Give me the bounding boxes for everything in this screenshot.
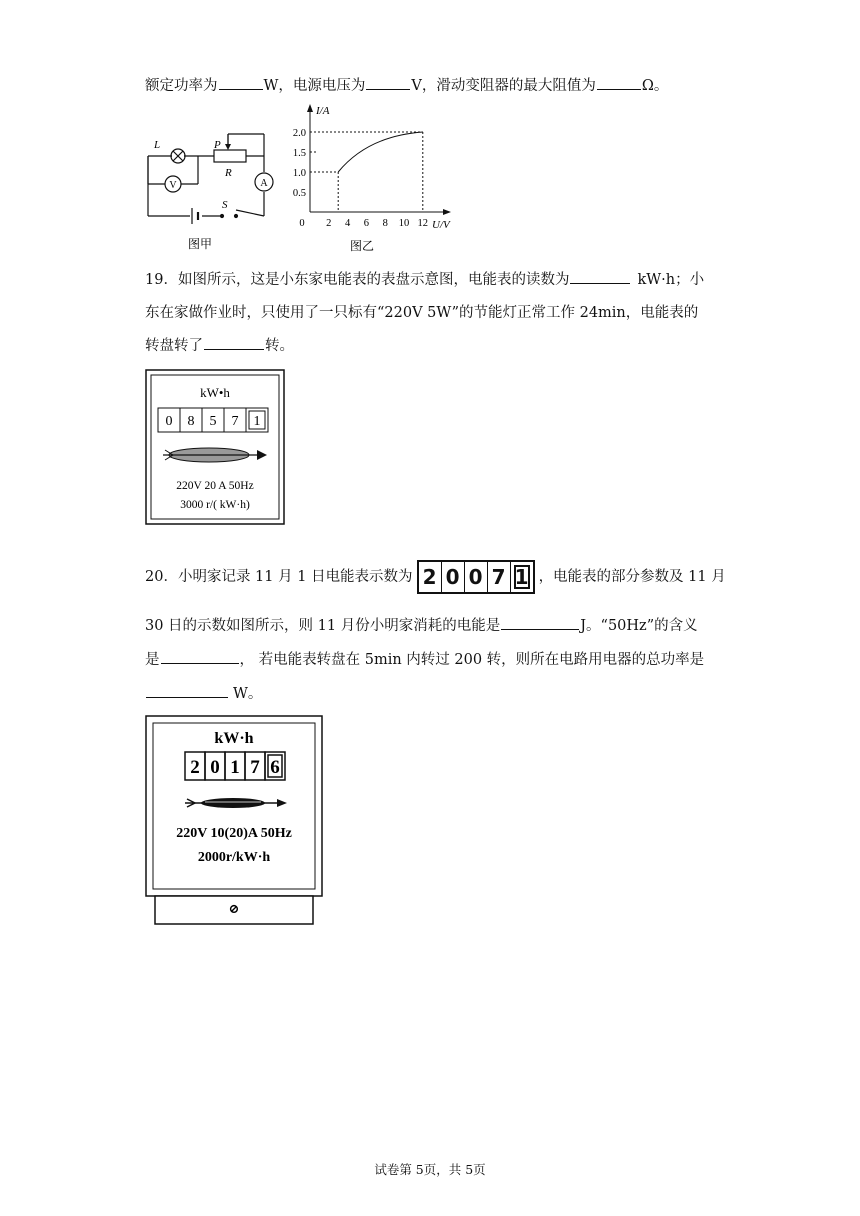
voltmeter-label: V [169, 180, 177, 191]
recorded-digit: 1 [511, 562, 533, 592]
q18-text-d: Ω。 [641, 78, 669, 94]
q19-text-d: 转盘转了 [145, 338, 203, 354]
meter-digit: 0 [165, 414, 173, 430]
resistor-label: R [225, 167, 232, 179]
x-tick-label: 12 [417, 218, 429, 229]
lamp-label: L [154, 139, 161, 151]
x-tick-label: 2 [326, 218, 332, 229]
recorded-reading-digits [417, 560, 535, 594]
q20-line2 [145, 614, 698, 635]
x-tick-label: 10 [398, 218, 410, 229]
q18-line [145, 74, 668, 95]
graph-caption: 图乙 [350, 239, 375, 253]
q20-text-d: J。“50Hz”的含义 [580, 618, 698, 634]
voltmeter-symbol [165, 176, 181, 192]
iu-curve [338, 132, 423, 172]
answer-blank[interactable] [204, 335, 264, 350]
terminal-screw-icon: ⊘ [228, 900, 240, 916]
q18-text-a: 额定功率为 [145, 78, 218, 94]
q20-line3 [145, 648, 704, 669]
meter1-unit: kW•h [200, 385, 230, 400]
recorded-digit: 0 [465, 562, 488, 592]
q20-text-a: 20．小明家记录 11 月 1 日电能表示数为 [145, 569, 413, 585]
slider-label: P [214, 139, 221, 151]
x-tick-label: 6 [363, 218, 370, 229]
y-tick-label: 1.5 [292, 148, 306, 159]
q20-text-g: W。 [233, 686, 263, 702]
circuit-caption: 图甲 [188, 237, 213, 251]
q20-text-e: 是 [145, 652, 160, 668]
meter2-unit: kW·h [214, 730, 254, 747]
meter-digit: 2 [190, 756, 200, 778]
iu-graph [282, 100, 462, 260]
x-axis-label: U/V [432, 219, 450, 231]
meter-digit: 5 [209, 414, 217, 430]
q19-text-a: 19．如图所示，这是小东家电能表的表盘示意图，电能表的读数为 [145, 272, 570, 288]
meter-digit: 8 [187, 414, 195, 430]
q20-text-b: ，电能表的部分参数及 11 月 [538, 569, 726, 585]
recorded-digit: 0 [442, 562, 465, 592]
y-tick-label: 2.0 [292, 128, 306, 139]
answer-blank[interactable] [597, 75, 641, 90]
q18-text-b: W，电源电压为 [263, 78, 366, 94]
meter1-spec1: 220V 20 A 50Hz [176, 480, 254, 492]
meter-digit: 6 [270, 756, 280, 778]
circuit-diagram [140, 126, 290, 256]
q20-text-c: 30 日的示数如图所示，则 11 月份小明家消耗的电能是 [145, 618, 501, 634]
recorded-digit: 7 [488, 562, 511, 592]
q20-line1 [145, 560, 726, 594]
page-footer: 试卷第 5页，共 5页 [374, 1162, 486, 1177]
y-axis-label: I/A [316, 105, 330, 117]
meter-digit: 1 [253, 414, 261, 430]
meter-digit: 1 [230, 756, 240, 778]
electric-meter-2 [145, 715, 323, 927]
answer-blank[interactable] [161, 649, 239, 664]
q20-line4 [145, 682, 262, 703]
electric-meter-1 [145, 369, 285, 525]
q19-text-c: 东在家做作业时，只使用了一只标有“220V 5W”的节能灯正常工作 24min，电能表的 [145, 305, 699, 321]
x-tick-label: 4 [344, 218, 351, 229]
meter-digit: 7 [231, 414, 239, 430]
meter1-spec2: 3000 r/( kW·h) [180, 499, 250, 511]
answer-blank[interactable] [570, 269, 630, 284]
recorded-digit: 2 [419, 562, 442, 592]
x-tick-label: 8 [382, 218, 388, 229]
q19-line1 [145, 268, 704, 289]
answer-blank[interactable] [366, 75, 410, 90]
ammeter-label: A [260, 178, 268, 189]
q19-text-e: 转。 [265, 338, 294, 354]
q19-text-b: kW·h；小 [637, 272, 705, 288]
answer-blank[interactable] [146, 683, 228, 698]
meter-digit: 7 [250, 756, 260, 778]
y-tick-label: 1.0 [292, 168, 306, 179]
q19-line2 [145, 301, 698, 322]
switch-label: S [222, 199, 228, 211]
q20-text-f: ， 若电能表转盘在 5min 内转过 200 转，则所在电路用电器的总功率是 [239, 652, 705, 668]
q19-line3 [145, 334, 294, 355]
meter2-spec1: 220V 10(20)A 50Hz [176, 826, 292, 841]
y-tick-label: 0.5 [292, 188, 306, 199]
meter-digit: 0 [210, 756, 220, 778]
q18-text-c: V，滑动变阻器的最大阻值为 [411, 78, 596, 94]
x-tick-label: 0 [299, 218, 305, 229]
meter2-spec2: 2000r/kW·h [197, 850, 271, 865]
answer-blank[interactable] [501, 615, 579, 630]
ammeter-symbol [255, 173, 273, 191]
answer-blank[interactable] [219, 75, 263, 90]
lamp-symbol [171, 149, 185, 163]
